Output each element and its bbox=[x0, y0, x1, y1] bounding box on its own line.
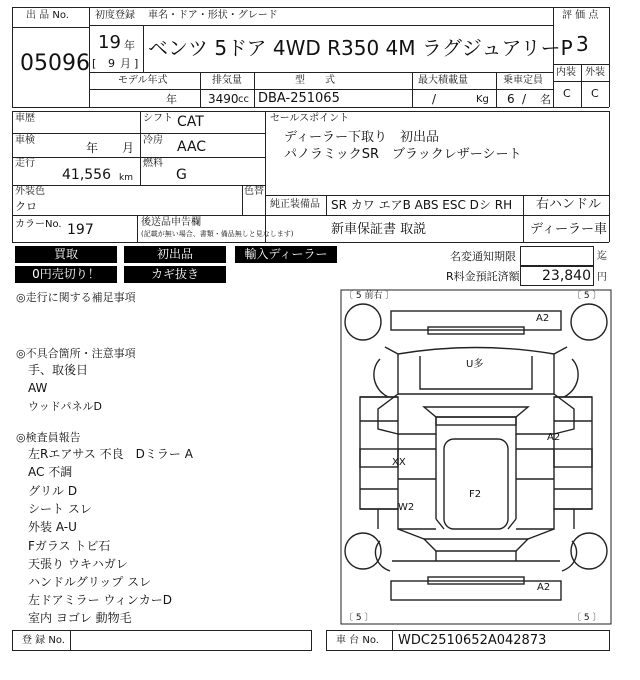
sales-point-label: セールスポイント bbox=[270, 113, 350, 124]
color-change-label: 色替 bbox=[244, 186, 264, 197]
ext-color-label: 外装色 bbox=[15, 186, 45, 197]
driving-notes-label: ◎走行に関する補足事項 bbox=[16, 291, 136, 304]
inspector-item: 室内 ヨゴレ 動物毛 bbox=[28, 611, 132, 625]
defects-label: ◎不具合箇所・注意事項 bbox=[16, 347, 136, 360]
first-registration-year: 19 bbox=[98, 32, 121, 53]
inspector-item: 左Rエアサス 不良 Dミラー A bbox=[28, 447, 193, 461]
damage-mark: XX bbox=[392, 457, 406, 468]
defect-item: 手、取後日 bbox=[28, 363, 89, 377]
inspector-item: 天張り ウキハガレ bbox=[28, 557, 128, 571]
exterior-label: 外装 bbox=[585, 67, 605, 78]
tag-kaitori: 買取 bbox=[15, 246, 117, 263]
vehicle-name: ベンツ 5ドア 4WD R350 4M ラグジュアリーP bbox=[148, 36, 573, 60]
post-doc-label: 後送品申告欄 bbox=[141, 217, 201, 228]
month-open-bracket: [ bbox=[92, 57, 97, 70]
first-registration-label: 初度登録 bbox=[95, 10, 135, 21]
name-change-unit: 迄 bbox=[597, 251, 607, 262]
dealer-car: ディーラー車 bbox=[530, 222, 607, 237]
damage-mark: A2 bbox=[537, 582, 551, 593]
first-registration-month: 9 bbox=[108, 57, 115, 70]
damage-mark: A2 bbox=[536, 313, 550, 324]
damage-mark: U多 bbox=[466, 359, 484, 370]
damage-mark: A2 bbox=[547, 432, 561, 443]
color-no-label: カラーNo. bbox=[15, 219, 62, 230]
fuel-label: 燃料 bbox=[143, 158, 163, 169]
year-unit: 年 bbox=[124, 39, 135, 52]
recycle-fee-label: R料金預託済額 bbox=[446, 270, 520, 283]
capacity-unit: 名 bbox=[540, 93, 551, 106]
inspection-month-unit: 月 bbox=[122, 141, 135, 155]
max-load-slash: / bbox=[432, 92, 437, 106]
chassis-number: WDC2510652A042873 bbox=[398, 633, 547, 648]
recycle-fee-value: 23,840 bbox=[542, 268, 591, 284]
lot-number-label: 出 品 No. bbox=[26, 10, 69, 21]
inspector-item: 外装 A-U bbox=[28, 520, 77, 534]
tire-front-right: 〔 5 〕 bbox=[572, 291, 602, 301]
interior-grade: C bbox=[563, 87, 571, 100]
defect-item: ウッドパネルD bbox=[28, 400, 103, 413]
sales-point-1: ディーラー下取り 初出品 bbox=[284, 130, 439, 145]
capacity-slash: / bbox=[522, 92, 527, 106]
mileage-value: 41,556 bbox=[62, 167, 111, 183]
inspector-report-label: ◎検査員報告 bbox=[16, 431, 81, 444]
ac-label: 冷房 bbox=[143, 135, 163, 146]
equipment-value: SR カワ エアB ABS ESC Dシ RH bbox=[331, 198, 513, 212]
displacement-unit: cc bbox=[238, 94, 249, 105]
name-change-deadline-box bbox=[520, 246, 594, 266]
inspector-item: Fガラス トビ石 bbox=[28, 539, 111, 553]
damage-mark: F2 bbox=[469, 489, 482, 500]
ac-value: AAC bbox=[177, 139, 207, 155]
history-label: 車歴 bbox=[15, 113, 35, 124]
fuel-value: G bbox=[176, 167, 187, 183]
exterior-grade: C bbox=[591, 87, 599, 100]
car-damage-diagram bbox=[340, 289, 612, 625]
inspector-item: シート スレ bbox=[28, 502, 92, 516]
inspection-year-unit: 年 bbox=[86, 141, 99, 155]
inspector-item: グリル D bbox=[28, 484, 78, 498]
model-year-unit: 年 bbox=[166, 93, 177, 106]
shift-label: シフト bbox=[143, 113, 173, 124]
max-load-label: 最大積載量 bbox=[418, 75, 468, 86]
inspector-item: AC 不調 bbox=[28, 465, 73, 479]
shift-value: CAT bbox=[177, 114, 204, 130]
tire-front-left: 〔 5 前右 〕 bbox=[344, 291, 395, 301]
mileage-unit: km bbox=[119, 173, 133, 183]
model-code: DBA-251065 bbox=[258, 91, 340, 106]
inspection-label: 車検 bbox=[15, 135, 35, 146]
handle-position: 右ハンドル bbox=[536, 197, 602, 212]
inspector-item: ハンドルグリップ スレ bbox=[28, 575, 152, 589]
score-label: 評 価 点 bbox=[562, 10, 599, 21]
post-doc-note: (記載が無い場合、書類・備品無しと見なします) bbox=[141, 230, 294, 238]
chassis-number-label: 車 台 No. bbox=[336, 635, 379, 646]
max-load-unit: Kg bbox=[476, 94, 489, 105]
warranty-docs: 新車保証書 取説 bbox=[331, 222, 427, 237]
score-value: 3 bbox=[576, 32, 589, 56]
defect-item: AW bbox=[28, 381, 48, 395]
lot-number: 05096 bbox=[20, 51, 90, 76]
month-unit: 月 bbox=[120, 57, 131, 70]
damage-mark: W2 bbox=[398, 502, 415, 513]
month-close-bracket: ] bbox=[134, 57, 139, 70]
tire-rear-left: 〔 5 〕 bbox=[344, 613, 374, 623]
sales-point-2: パノラミックSR ブラックレザーシート bbox=[284, 147, 522, 162]
registration-number-label: 登 録 No. bbox=[22, 635, 65, 646]
model-year-label: モデル年式 bbox=[118, 75, 168, 86]
vehicle-name-label: 車名・ドア・形状・グレード bbox=[148, 10, 278, 21]
color-no-value: 197 bbox=[67, 222, 94, 238]
ext-color-value: クロ bbox=[15, 200, 37, 213]
displacement-value: 3490 bbox=[208, 92, 239, 106]
mileage-label: 走行 bbox=[15, 158, 35, 169]
name-change-deadline-label: 名変通知期限 bbox=[450, 250, 516, 263]
tag-zero-yen: 0円売切り！ bbox=[15, 266, 117, 283]
tag-import-dealer: 輸入ディーラー bbox=[235, 246, 337, 263]
tire-rear-right: 〔 5 〕 bbox=[572, 613, 602, 623]
model-code-label: 型 式 bbox=[295, 75, 335, 86]
equipment-label: 純正装備品 bbox=[270, 199, 320, 210]
tag-first-listing: 初出品 bbox=[124, 246, 226, 263]
displacement-label: 排気量 bbox=[212, 75, 242, 86]
inspector-item: 左ドアミラー ウィンカーD bbox=[28, 593, 172, 607]
tag-key-removed: カギ抜き bbox=[124, 266, 226, 283]
capacity-label: 乗車定員 bbox=[503, 75, 543, 86]
recycle-fee-unit: 円 bbox=[597, 272, 607, 283]
capacity-value: 6 bbox=[507, 92, 515, 106]
interior-label: 内装 bbox=[556, 67, 576, 78]
